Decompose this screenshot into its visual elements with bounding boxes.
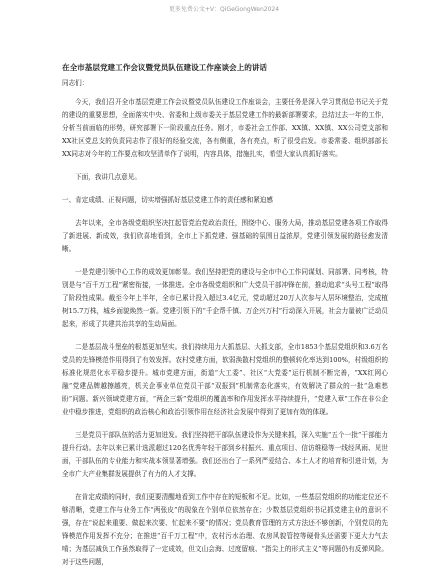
paragraph-point-3: 三是党员干部队伍的活力更加迸发。我们坚持把干部队伍建设作为关键来抓，深入实施“五个一批”干部能力提升行动。去年以来已累计选派超过120名优秀年轻干部到乡村振兴、重点项目、信访维稳等一线经风雨、见世面，干部队伍的专业能力和实战本领显著增强。我们还出台了一系列严爱结合、本土人才的培育和引进计划，为全市广大产业集群发展提供了有力的人才支撑。 [62,431,388,478]
paragraph-transition: 下面，我讲几点意见。 [75,173,141,181]
salutation: 同志们： [62,79,89,87]
paragraph-summary: 去年以来，全市各级党组织坚决扛起管党治党政治责任，围绕中心、服务大局，推动基层党建各项工作取得了新进展、新成效，我们欣喜地看到，全市上下抓党建、强基础的氛围日益浓厚，党建引领发展的路径愈发清晰。 [62,219,388,253]
paragraph-point-2: 二是基层战斗堡垒的根基更加坚实。我们持续用力大抓基层、大抓支部，全市1853个基层党组织和3.6万名党员的先锋模范作用得到了有效发挥。农村党建方面，软弱涣散村党组织的整顿转化率达到100%，村级组织的标准化规范化水平稳步提升。城市党建方面，街道“大工委”、社区“大党委”运行机制不断完善，“XX红网心融”党建品牌越擦越亮，机关企事业单位党员干部“双报到”机制常态化落实，有效解决了群众的一批“急难愁盼”问题。新兴领域党建方面，“两企三新”党组织的覆盖率和作用发挥水平持续提升，“党建入章”工作在非公企业中稳步推进，党组织的政治核心和政治引领作用在经济社会发展中得到了更加有效的体现。 [62,343,388,416]
paragraph-point-1: 一是党建引领中心工作的成效更加彰显。我们坚持把党的建设与全市中心工作同谋划、同部署、同考核，特别是与“百千万工程”紧密衔接，一体推进。全市各级党组织和广大党员干部冲锋在前，推动追求“头号工程”取得了阶段性成果。截至今年上半年，全市已累计投入超过3.4亿元，党动超过20万人次参与人居环境整治，完成植树15.7万株，城乡面貌焕然一新。党建引领下的“千企帮千镇、万企兴万村”行动深入开展，社会力量被广泛动员起来，形成了共建共治共享的生动局面。 [62,268,388,328]
document-body [62,62,388,579]
document-title: 在全市基层党建工作会议暨党员队伍建设工作座谈会上的讲话 [62,63,268,72]
watermark: 更多免费公文+V：QiGeGongWen2024 [168,6,280,13]
paragraph-problems: 在肯定成绩的同时，我们更要清醒地看到工作中存在的短板和不足。比如，一些基层党组织的功能定位还不够清晰，党建工作与业务工作“两张皮”的现象在个别单位依然存在；少数基层党组织书记抓党建主业的意识不强，存在“说起来重要、做起来次要、忙起来不要”的情况；党员教育管理的方式方法还不够创新，个别党员的先锋模范作用发挥不充分；在推进“百千万工程”中，农村污水治理、农房风貌管控等硬骨头还需要下更大力气去啃；为基层减负工作虽然取得了一定成效，但文山会海、过度留痕、“指尖上的形式主义”等问题仍有反弹风险。对于这些问题， [62,493,388,566]
paragraph-intro: 今天，我们召开全市基层党建工作会议暨党员队伍建设工作座谈会，主要任务是深入学习贯彻总书记关于党的建设的重要思想，全面落实中央、省委和上级市委关于基层党建工作的最新部署要求，总结过去一年的工作，分析当前面临的形势，研究部署下一阶段重点任务。刚才，市委社会工作部、XX镇、XX镇、XX公司党支部和XX社区党总支的负责同志作了很好的经验交流，各有侧重，各有亮点，听了很受启发。市委常委、组织部部长XX同志对今年的工作要点和攻坚清单作了说明，内容具体，措施扎实，希望大家认真抓好落实。 [62,98,388,158]
section-heading-1: 一、肯定成绩、正视问题，切实增强抓好基层党建工作的责任感和紧迫感 [62,196,273,204]
